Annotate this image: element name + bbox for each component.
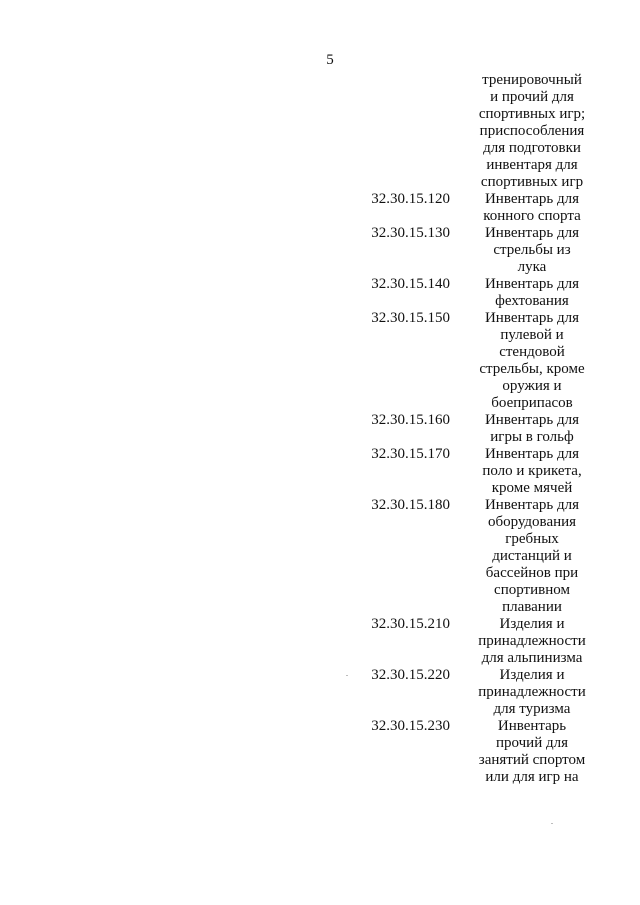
classification-row [0,310,640,412]
description-line: пулевой и [500,327,564,343]
classification-description [474,191,590,225]
classification-code: 32.30.15.140 [371,276,450,292]
description-line: боеприпасов [491,395,573,411]
classification-row [0,191,640,225]
classification-row [0,667,640,718]
classification-code: 32.30.15.220 [371,667,450,683]
description-line: Инвентарь для [484,225,580,241]
description-line: для туризма [493,701,571,717]
description-line: Инвентарь для [484,412,580,428]
description-line: принадлежности [478,633,586,649]
classification-row [0,412,640,446]
classification-code: 32.30.15.180 [371,497,450,513]
description-line: Инвентарь для [484,191,580,207]
classification-code: 32.30.15.150 [371,310,450,326]
description-line: спортивном [494,582,570,598]
scan-speck [346,675,348,676]
classification-description [474,276,590,310]
description-line: или для игр на [485,769,579,785]
scan-speck [551,823,553,824]
description-line: Инвентарь для [484,310,580,326]
classification-description [474,446,590,497]
description-line: Инвентарь для [484,446,580,462]
description-line: занятий спортом [478,752,586,768]
classification-code: 32.30.15.160 [371,412,450,428]
description-line: Инвентарь для [484,276,580,292]
description-line: бассейнов при [485,565,579,581]
description-line: Изделия и [499,667,565,683]
classification-description [474,616,590,667]
classification-code: 32.30.15.230 [371,718,450,734]
description-line: стендовой [499,344,565,360]
classification-code: 32.30.15.170 [371,446,450,462]
classification-description [474,412,590,446]
description-line: конного спорта [483,208,581,224]
description-line: дистанций и [492,548,572,564]
description-line: игры в гольф [490,429,574,445]
description-line: Изделия и [499,616,565,632]
classification-description [474,718,590,786]
description-line: оборудования [487,514,577,530]
classification-description [474,310,590,412]
description-line: лука [517,259,547,275]
description-line: прочий для [495,735,568,751]
description-line: поло и крикета, [482,463,582,479]
description-line: спортивных игр [480,174,584,190]
description-line: для подготовки [483,140,581,156]
description-line: оружия и [502,378,562,394]
description-line: Инвентарь для [484,497,580,513]
description-line: инвентаря для [486,157,578,173]
description-line: Инвентарь [497,718,567,734]
page-number: 5 [326,52,334,68]
description-line: тренировочный [482,72,582,88]
classification-code: 32.30.15.120 [371,191,450,207]
classification-description [474,225,590,276]
classification-code: 32.30.15.130 [371,225,450,241]
description-line: гребных [505,531,559,547]
classification-row [0,718,640,786]
classification-code: 32.30.15.210 [371,616,450,632]
description-line: и прочий для [490,89,574,105]
description-line: стрельбы из [493,242,571,258]
description-line: фехтования [495,293,569,309]
classification-row [0,225,640,276]
classification-description [474,72,590,191]
classification-list [0,72,640,786]
description-line: кроме мячей [491,480,573,496]
description-line: спортивных игр; [478,106,586,122]
description-line: приспособления [479,123,585,139]
classification-row [0,446,640,497]
description-line: плавании [502,599,562,615]
classification-row [0,497,640,616]
classification-description [474,497,590,616]
description-line: для альпинизма [481,650,583,666]
classification-description [474,667,590,718]
classification-row [0,72,640,191]
description-line: стрельбы, кроме [479,361,585,377]
classification-row [0,276,640,310]
description-line: принадлежности [478,684,586,700]
classification-row [0,616,640,667]
